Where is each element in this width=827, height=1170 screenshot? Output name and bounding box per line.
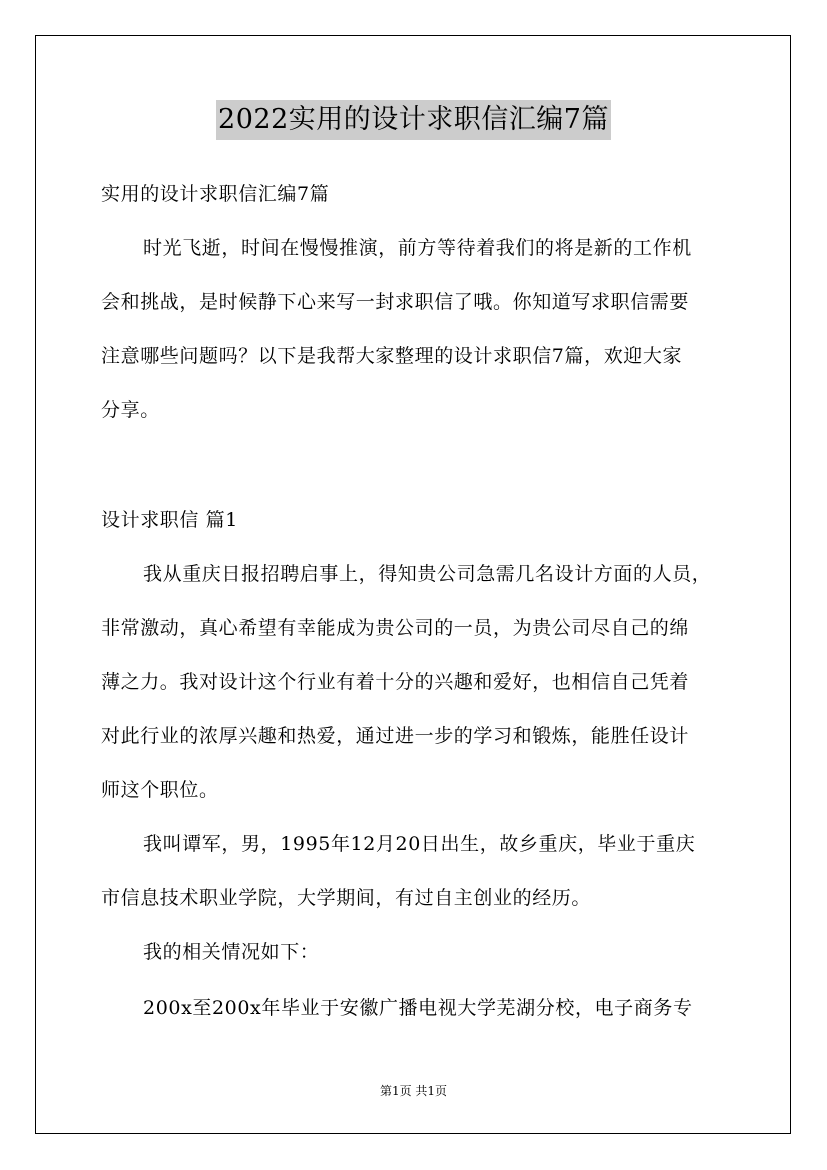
para1-line-4: 对此行业的浓厚兴趣和热爱，通过进一步的学习和锻炼，能胜任设计 <box>101 725 690 747</box>
intro-line-4: 分享。 <box>101 399 160 421</box>
page-number-label: 第1页 共1页 <box>379 1084 448 1098</box>
intro-line-1: 时光飞逝，时间在慢慢推演，前方等待着我们的将是新的工作机 <box>143 237 692 259</box>
intro-line-2: 会和挑战，是时候静下心来写一封求职信了哦。你知道写求职信需要 <box>101 291 690 313</box>
document-title: 2022实用的设计求职信汇编7篇 <box>216 100 611 140</box>
section-heading: 设计求职信 篇1 <box>101 509 238 531</box>
para1-line-1: 我从重庆日报招聘启事上，得知贵公司急需几名设计方面的人员， <box>143 563 712 585</box>
para1-line-5: 师这个职位。 <box>101 779 219 801</box>
title-container <box>0 100 827 140</box>
para1-line-2: 非常激动，真心希望有幸能成为贵公司的一员，为贵公司尽自己的绵 <box>101 617 690 639</box>
document-subtitle: 实用的设计求职信汇编7篇 <box>101 183 330 205</box>
para4-line: 200x至200x年毕业于安徽广播电视大学芜湖分校，电子商务专 <box>143 997 693 1019</box>
page-footer <box>0 1083 827 1099</box>
para2-line-1: 我叫谭军，男，1995年12月20日出生，故乡重庆，毕业于重庆 <box>143 833 696 855</box>
para1-line-3: 薄之力。我对设计这个行业有着十分的兴趣和爱好，也相信自己凭着 <box>101 671 690 693</box>
intro-line-3: 注意哪些问题吗？以下是我帮大家整理的设计求职信7篇，欢迎大家 <box>101 345 683 367</box>
para2-line-2: 市信息技术职业学院，大学期间，有过自主创业的经历。 <box>101 887 592 909</box>
para3-line: 我的相关情况如下： <box>143 941 320 963</box>
